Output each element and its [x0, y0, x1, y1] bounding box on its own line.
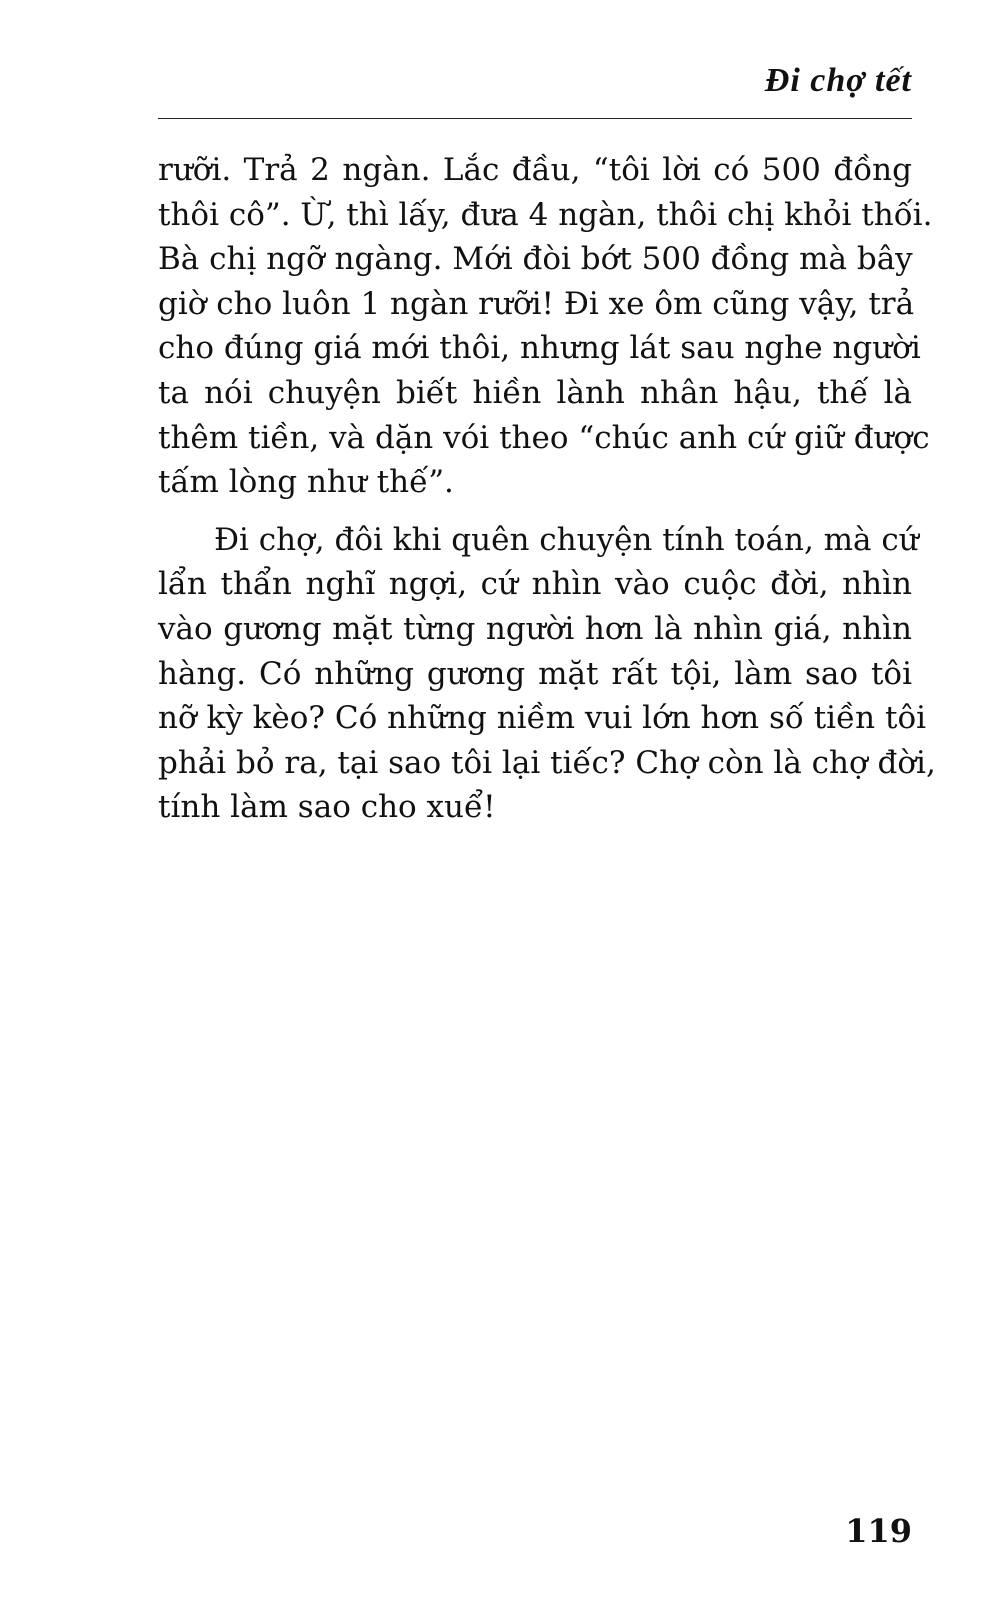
text-line: thôi cô”. Ừ, thì lấy, đưa 4 ngàn, thôi chị khỏi thối.: [158, 196, 933, 233]
text-line: giờ cho luôn 1 ngàn rưỡi! Đi xe ôm cũng vậy, trả: [158, 285, 915, 322]
text-line: ta nói chuyện biết hiền lành nhân hậu, thế là: [158, 374, 912, 411]
text-line: Bà chị ngỡ ngàng. Mới đòi bớt 500 đồng mà bây: [158, 241, 913, 278]
text-line: phải bỏ ra, tại sao tôi lại tiếc? Chợ còn là chợ đời,: [158, 744, 936, 781]
text-line: lẩn thẩn nghĩ ngợi, cứ nhìn vào cuộc đời, nhìn: [158, 566, 912, 603]
running-header-title: Đi chợ tết: [764, 62, 912, 99]
text-line: nỡ kỳ kèo? Có những niềm vui lớn hơn số tiền tôi: [158, 700, 927, 737]
page-number: 119: [845, 1512, 912, 1550]
text-line: cho đúng giá mới thôi, nhưng lát sau nghe người: [158, 330, 921, 367]
body-text: [158, 148, 936, 830]
text-line: tính làm sao cho xuể!: [158, 789, 496, 826]
header-rule: [158, 118, 912, 119]
text-line: tấm lòng như thế”.: [158, 464, 454, 501]
paragraph-2: [158, 518, 936, 830]
paragraph-1: [158, 148, 933, 505]
text-line: vào gương mặt từng người hơn là nhìn giá, nhìn: [158, 610, 912, 647]
text-line: hàng. Có những gương mặt rất tội, làm sao tôi: [158, 655, 912, 692]
text-line: Đi chợ, đôi khi quên chuyện tính toán, mà cứ: [214, 521, 919, 558]
text-line: rưỡi. Trả 2 ngàn. Lắc đầu, “tôi lời có 500 đồng: [158, 152, 912, 188]
text-line: thêm tiền, và dặn vói theo “chúc anh cứ giữ được: [158, 419, 930, 456]
